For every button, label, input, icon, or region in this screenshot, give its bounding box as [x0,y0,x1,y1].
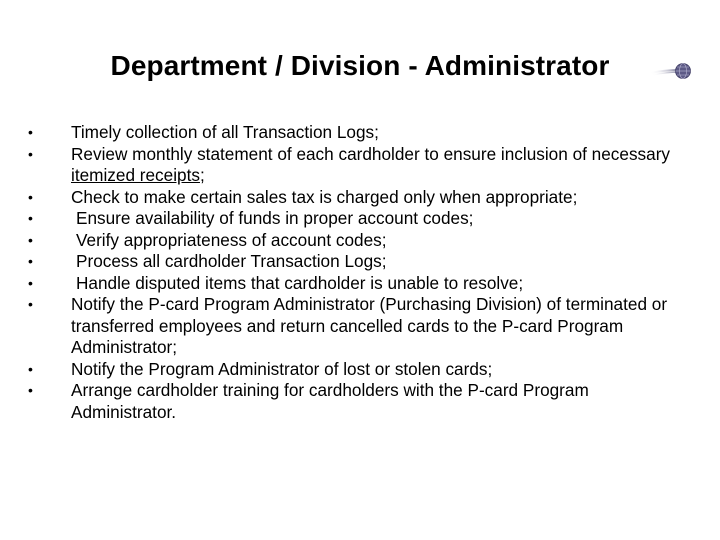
list-item [28,251,688,273]
list-item-text-pre: Review monthly statement of each cardholder to ensure inclusion of necessary [71,143,671,164]
list-item-text-post: ; [199,165,205,185]
list-item-text [71,144,670,186]
list-item [28,294,688,359]
underlined-text: itemized receipts [71,165,200,185]
slide-title: Department / Division - Administrator [110,50,610,81]
list-item-text: Process all cardholder Transaction Logs; [76,251,387,271]
list-item [28,359,688,381]
list-item-text: Ensure availability of funds in proper account codes; [76,208,474,228]
list-item-text: Notify the P-card Program Administrator (Purchasing Division) of terminated or transferred employees and return cancelled cards to the P-card Program Administrator; [71,294,668,357]
bullet-glyph: • [28,145,33,162]
bullet-list [28,122,688,423]
list-item [28,380,688,423]
list-item-text: Check to make certain sales tax is charged only when appropriate; [71,186,578,207]
bullet-glyph: • [28,253,33,269]
list-item [28,122,688,144]
list-item-text: Verify appropriateness of account codes; [76,229,387,250]
bullet-glyph: • [28,231,33,248]
bullet-glyph: • [28,274,33,291]
bullet-glyph: • [28,296,33,312]
list-item [28,273,688,295]
bullet-glyph: • [28,188,33,205]
globe-logo-icon [650,60,692,82]
list-item-text: Handle disputed items that cardholder is unable to resolve; [76,272,524,293]
list-item-text: Arrange cardholder training for cardholders with the P-card Program Administrator. [71,380,589,422]
list-item-text: Timely collection of all Transaction Logs; [71,122,379,142]
bullet-glyph: • [28,210,33,226]
list-item [28,144,688,187]
bullet-glyph: • [28,124,33,140]
bullet-glyph: • [28,382,33,398]
list-item [28,187,688,209]
list-item [28,208,688,230]
list-item-text: Notify the Program Administrator of lost or stolen cards; [71,358,493,379]
list-item [28,230,688,252]
bullet-glyph: • [28,360,33,377]
